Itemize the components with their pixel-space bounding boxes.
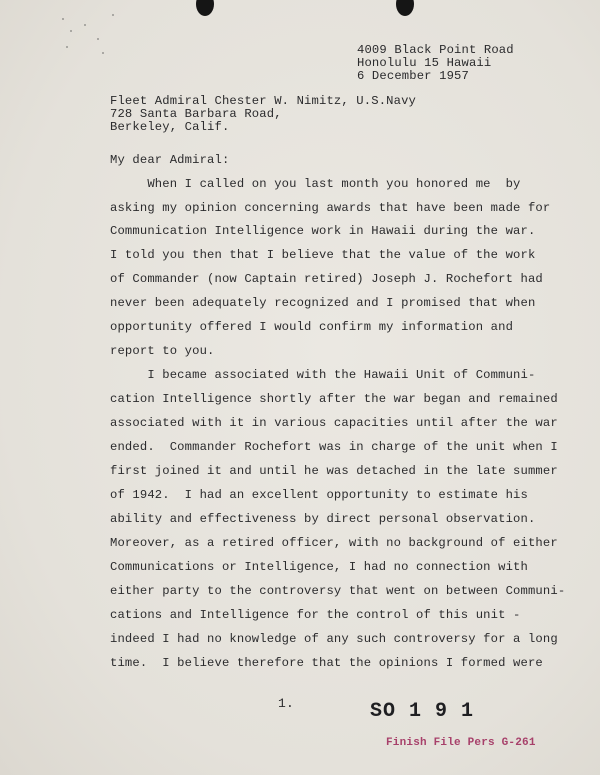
paragraph-line: cation Intelligence shortly after the war began and remained (110, 392, 558, 406)
recipient-line: 728 Santa Barbara Road, (110, 107, 282, 121)
salutation: My dear Admiral: (110, 153, 230, 167)
paragraph-line: of Commander (now Captain retired) Joseph J. Rochefort had (110, 272, 543, 286)
paper-speck (62, 18, 64, 20)
punch-hole-right (396, 0, 414, 16)
paper-speck (70, 30, 72, 32)
paragraph-line: report to you. (110, 344, 215, 358)
recipient-line: Fleet Admiral Chester W. Nimitz, U.S.Navy (110, 94, 417, 108)
page-number: 1. (278, 696, 294, 711)
paragraph-line: of 1942. I had an excellent opportunity to estimate his (110, 488, 528, 502)
paragraph-line: ended. Commander Rochefort was in charge of the unit when I (110, 440, 558, 454)
paragraph-line: opportunity offered I would confirm my information and (110, 320, 514, 334)
sender-address-line: 4009 Black Point Road (357, 43, 514, 57)
paragraph-line: associated with it in various capacities until after the war (110, 416, 558, 430)
paper-speck (97, 38, 99, 40)
paper-speck (102, 52, 104, 54)
punch-hole-left (196, 0, 214, 16)
paragraph-line: either party to the controversy that went on between Communi- (110, 584, 566, 598)
paper-speck (112, 14, 114, 16)
paragraph-line: Communication Intelligence work in Hawaii during the war. (110, 224, 536, 238)
paper-speck (66, 46, 68, 48)
paragraph-line: I became associated with the Hawaii Unit of Communi- (110, 368, 536, 382)
paragraph-line: I told you then that I believe that the value of the work (110, 248, 536, 262)
paper-speck (84, 24, 86, 26)
serial-number-stamp: SO 1 9 1 (370, 700, 475, 723)
recipient-line: Berkeley, Calif. (110, 120, 230, 134)
paragraph-line: When I called on you last month you honored me by (110, 177, 521, 191)
sender-address-line: Honolulu 15 Hawaii (357, 56, 492, 70)
paragraph-line: Communications or Intelligence, I had no connection with (110, 560, 528, 574)
paragraph-line: time. I believe therefore that the opinions I formed were (110, 656, 543, 670)
paragraph-line: asking my opinion concerning awards that have been made for (110, 201, 551, 215)
letter-date: 6 December 1957 (357, 69, 469, 83)
paragraph-line: indeed I had no knowledge of any such controversy for a long (110, 632, 558, 646)
paragraph-line: first joined it and until he was detached in the late summer (110, 464, 558, 478)
paragraph-line: ability and effectiveness by direct personal observation. (110, 512, 536, 526)
paragraph-line: Moreover, as a retired officer, with no background of either (110, 536, 558, 550)
paragraph-line: cations and Intelligence for the control of this unit - (110, 608, 521, 622)
paragraph-line: never been adequately recognized and I promised that when (110, 296, 536, 310)
file-stamp: Finish File Pers G-261 (386, 737, 536, 749)
